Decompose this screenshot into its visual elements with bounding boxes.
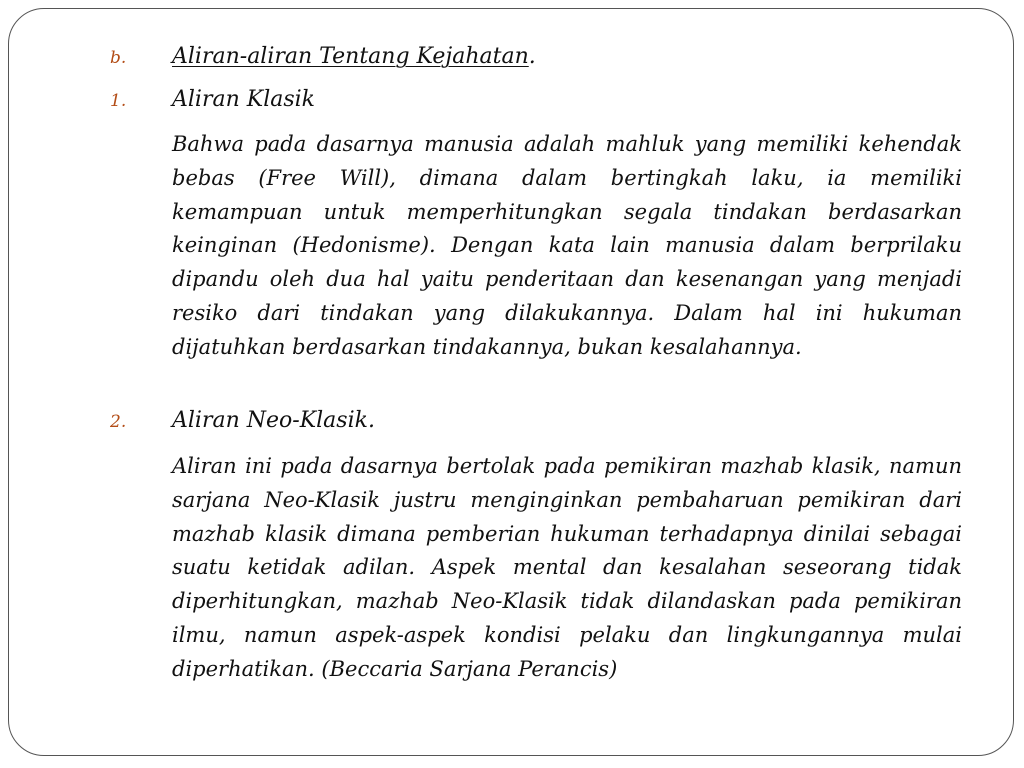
- list-marker-2: 2.: [110, 412, 127, 432]
- section-1-title: Aliran Klasik: [172, 87, 315, 112]
- section-1-heading: [110, 87, 965, 112]
- section-b-title-period: .: [528, 44, 536, 69]
- section-b-heading: [110, 44, 965, 69]
- section-2-paragraph: Aliran ini pada dasarnya bertolak pada pemikiran mazhab klasik, namun sarjana Neo-Klasik justru menginginkan pembaharuan pemikiran dari mazhab klasik dimana pemberian hukuman terhadapnya dinilai sebagai suatu ketidak adilan. Aspek mental dan kesalahan seseorang tidak diperhitungkan, mazhab Neo-Klasik tidak dilandaskan pada pemikiran ilmu, namun aspek-aspek kondisi pelaku dan lingkungannya mulai diperhatikan. (Beccaria Sarjana Perancis): [172, 454, 962, 681]
- section-1-paragraph: Bahwa pada dasarnya manusia adalah mahluk yang memiliki kehendak bebas (Free Will), dimana dalam bertingkah laku, ia memiliki kemampuan untuk memperhitungkan segala tindakan berdasarkan keinginan (Hedonisme). Dengan kata lain manusia dalam berprilaku dipandu oleh dua hal yaitu penderitaan dan kesenangan yang menjadi resiko dari tindakan yang dilakukannya. Dalam hal ini hukuman dijatuhkan berdasarkan tindakannya, bukan kesalahannya.: [172, 132, 962, 359]
- section-2-title: Aliran Neo-Klasik.: [172, 408, 375, 433]
- list-marker-b: b.: [110, 48, 127, 68]
- section-2-heading: [110, 408, 965, 433]
- section-b-title-wrap: [172, 44, 536, 69]
- list-marker-1: 1.: [110, 91, 127, 111]
- section-b-title: Aliran-aliran Tentang Kejahatan: [172, 44, 529, 69]
